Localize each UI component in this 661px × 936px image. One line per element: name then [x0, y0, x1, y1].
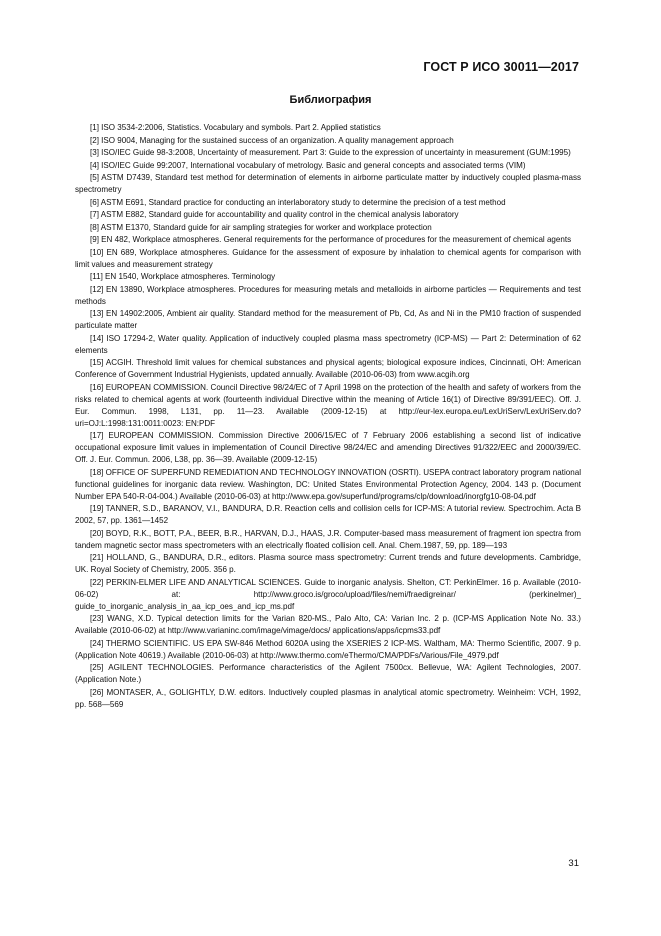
- bibliography-entry: [20] BOYD, R.K., BOTT, P.A., BEER, B.R., HARVAN, D.J., HAAS, J.R. Computer-based mass measurement of fragment ion spectra from tandem magnetic sector mass spectrometers with an electrically floated collision cell. Anal. Chem.1987, 59, pp. 189—193: [75, 528, 581, 550]
- bibliography-entry: [12] EN 13890, Workplace atmospheres. Procedures for measuring metals and metalloids in airborne particles — Requirements and test methods: [75, 284, 581, 306]
- bibliography-entry: [3] ISO/IEC Guide 98-3:2008, Uncertainty of measurement. Part 3: Guide to the expression of uncertainty in measurement (GUM:1995): [90, 148, 571, 157]
- bibliography-entry: [9] EN 482, Workplace atmospheres. General requirements for the performance of procedures for the measurement of chemical agents: [90, 235, 572, 244]
- bibliography-entry: [26] MONTASER, A., GOLIGHTLY, D.W. editors. Inductively coupled plasmas in analytical atomic spectrometry. Weinheim: VCH, 1992, pp. 568—569: [75, 687, 581, 709]
- bibliography-entry: [17] EUROPEAN COMMISSION. Commission Directive 2006/15/EC of 7 February 2006 establishing a second list of indicative occupational exposure limit values in implementation of Council Directive 98/24/EC and amending Directives 91/322/EEC and 2000/39/EC. Off. J. Eur. Commun. 2006, L38, pp. 36—39. Available (2009-12-15): [75, 431, 581, 464]
- bibliography-entry: [2] ISO 9004, Managing for the sustained success of an organization. A quality management approach: [90, 135, 454, 145]
- bibliography-entry: [15] ACGIH. Threshold limit values for chemical substances and physical agents; biological exposure indices, Cincinnati, OH: American Conference of Government Industrial Hygienists, updated annually. Available (2010-06-03) from www.acgih.org: [75, 358, 581, 379]
- bibliography-entry: [23] WANG, X.D. Typical detection limits for the Varian 820-MS., Palo Alto, CA: Varian Inc. 2 p. (ICP-MS Application Note No. 33.) Available (2010-06-02) at http://www.varianinc.com/image/vimage/docs/ applications/apps/icpms33.pdf: [75, 614, 581, 635]
- bibliography-entry: [24] THERMO SCIENTIFIC. US EPA SW-846 Method 6020A using the XSERIES 2 ICP-MS. Waltham, MA: Thermo Scientific, 2007. 9 p. (Application Note 40619.) Available (2010-06-03) at http://www.thermo.com/eThermo/CMA/PDFs/Various/File_4979.pdf: [75, 638, 581, 660]
- bibliography-entry: [6] ASTM E691, Standard practice for conducting an interlaboratory study to determine the precision of a test method: [90, 197, 506, 207]
- bibliography-entry: [4] ISO/IEC Guide 99:2007, International vocabulary of metrology. Basic and general concepts and associated terms (VIM): [90, 160, 526, 170]
- bibliography-entry: [1] ISO 3534-2:2006, Statistics. Vocabulary and symbols. Part 2. Applied statistics: [90, 123, 381, 132]
- bibliography-entry: [14] ISO 17294-2, Water quality. Application of inductively coupled plasma mass spectrometry (ICP-MS) — Part 2: Determination of 62 elements: [75, 333, 581, 355]
- bibliography-entry: [10] EN 689, Workplace atmospheres. Guidance for the assessment of exposure by inhalation to chemical agents for comparison with limit values and measurement strategy: [75, 247, 581, 269]
- page-number: 31: [568, 858, 579, 869]
- page-title: Библиография: [289, 94, 372, 106]
- bibliography-entry: [19] TANNER, S.D., BARANOV, V.I., BANDURA, D.R. Reaction cells and collision cells for ICP-MS: A tutorial review. Spectrochim. Acta B 2002, 57, pp. 1361—1452: [75, 504, 581, 525]
- bibliography-entry: [13] EN 14902:2005, Ambient air quality. Standard method for the measurement of Pb, Cd, As and Ni in the PM10 fraction of suspended particulate matter: [75, 309, 581, 330]
- bibliography-entry: [25] AGILENT TECHNOLOGIES. Performance characteristics of the Agilent 7500cx. Bellevue, WA: Agilent Technologies, 2007. (Application Note.): [75, 663, 581, 684]
- bibliography-entry: [7] ASTM E882, Standard guide for accountability and quality control in the chemical analysis laboratory: [90, 210, 459, 219]
- bibliography-entry: [16] EUROPEAN COMMISSION. Council Directive 98/24/EC of 7 April 1998 on the protection of the health and safety of workers from the risks related to chemical agents at work (fourteenth individual Directive within the meaning of Article 16(1) of Directive 89/391/EEC). Off. J. Eur. Commun. 1998, L131, pp. 11—23. Available (2009-12-15) at http://eur-lex.europa.eu/LexUriServ/LexUriServ.do?uri=OJ:L:1998:131:0011:0023: EN:PDF: [75, 382, 581, 428]
- bibliography-entry: [5] ASTM D7439, Standard test method for determination of elements in airborne particulate matter by inductively coupled plasma-mass spectrometry: [75, 173, 581, 194]
- document-header: ГОСТ Р ИСО 30011—2017: [423, 60, 579, 74]
- bibliography-entry: [8] ASTM E1370, Standard guide for air sampling strategies for worker and workplace protection: [90, 222, 432, 232]
- bibliography-entry: [21] HOLLAND, G., BANDURA, D.R., editors. Plasma source mass spectrometry: Current trends and future developments. Cambridge, UK. Royal Society of Chemistry, 2005. 356 p.: [75, 553, 581, 574]
- bibliography-entry: [18] OFFICE OF SUPERFUND REMEDIATION AND TECHNOLOGY INNOVATION (OSRTI). USEPA contract laboratory program national functional guidelines for inorganic data review. Washington, DC: United States Environmental Protection Agency, 2004. 143 p. (Document Number EPA 540-R-04-004.) Available (2010-06-03) at http://www.epa.gov/superfund/programs/clp/download/inorgfg10-08-04.pdf: [75, 467, 581, 501]
- bibliography-entry: [22] PERKIN-ELMER LIFE AND ANALYTICAL SCIENCES. Guide to inorganic analysis. Shelton, CT: PerkinElmer. 16 p. Available (2010-06-02) at: http://www.groco.is/groco/upload/files/nemi/fraedigreinar/ (perkinelmer)_ guide_to_inorganic_analysis_in_aa_icp_oes_and_icp_ms.pdf: [75, 577, 581, 611]
- bibliography-list: [75, 122, 581, 711]
- bibliography-entry: [11] EN 1540, Workplace atmospheres. Terminology: [90, 272, 276, 281]
